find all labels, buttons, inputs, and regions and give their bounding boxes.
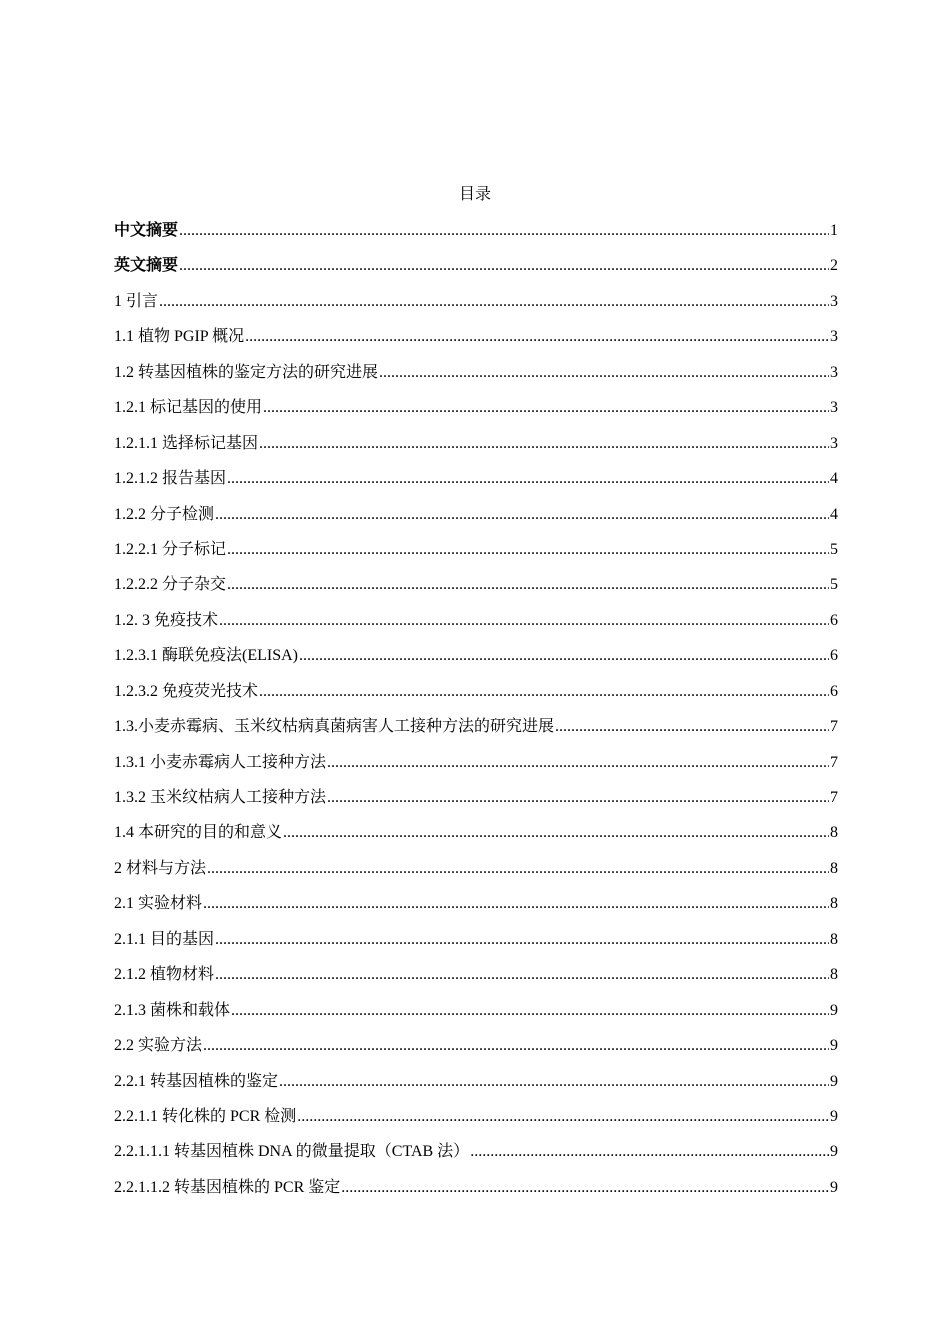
toc-entry-page-number: 7 [830,718,838,736]
toc-entry-page-number: 3 [830,399,838,417]
toc-entry[interactable] [114,680,838,715]
toc-entry-page-number: 8 [830,895,838,913]
toc-dot-leader [179,254,829,278]
toc-entry-label: 1.3.小麦赤霉病、玉米纹枯病真菌病害人工接种方法的研究进展 [114,718,555,736]
toc-entry-page-number: 9 [830,1001,838,1019]
toc-dot-leader [263,396,829,420]
toc-entry-page-number: 4 [830,505,838,523]
toc-entry-label: 2.2.1 转基因植株的鉴定 [114,1072,279,1090]
toc-entry[interactable] [114,432,838,467]
toc-dot-leader [159,290,829,314]
toc-entry-label: 1.2.3.1 酶联免疫法(ELISA) [114,647,298,665]
toc-entry[interactable] [114,857,838,892]
toc-title: 目录 [458,186,491,203]
toc-dot-leader [341,1176,829,1200]
toc-entry-page-number: 8 [830,859,838,877]
toc-entry[interactable] [114,609,838,644]
toc-entry-page-number: 9 [830,1072,838,1090]
toc-entry-label: 2.2.1.1 转化株的 PCR 检测 [114,1107,297,1125]
toc-dot-leader [219,609,829,633]
toc-dot-leader [299,644,829,668]
toc-entry-label: 1.1 植物 PGIP 概况 [114,328,245,346]
toc-entry-label: 1.2.2.2 分子杂交 [114,576,227,594]
toc-entry[interactable] [114,467,838,502]
toc-entry-label: 2.1.3 菌株和载体 [114,1001,231,1019]
toc-entry-page-number: 7 [830,789,838,806]
toc-dot-leader [555,715,829,739]
toc-dot-leader [227,573,829,597]
toc-dot-leader [231,999,829,1023]
toc-dot-leader [259,680,829,704]
toc-entry-label: 1 引言 [114,292,159,310]
toc-entry-page-number: 5 [830,540,838,558]
toc-entry-label: 1.2.1 标记基因的使用 [114,399,263,417]
toc-entry[interactable] [114,1105,838,1140]
toc-entry-label: 2.2.1.1.1 转基因植株 DNA 的微量提取（CTAB 法） [114,1143,470,1161]
toc-entry-label: 1.3.2 玉米纹枯病人工接种方法 [114,789,327,806]
toc-entry-label: 2.1 实验材料 [114,895,203,913]
toc-entry[interactable] [114,219,838,254]
toc-entry[interactable] [114,1140,838,1175]
toc-entry-label: 1.2.1.1 选择标记基因 [114,434,259,452]
toc-entry[interactable] [114,361,838,396]
toc-entry-label: 中文摘要 [114,222,179,239]
toc-entry-page-number: 5 [830,576,838,594]
toc-entry-page-number: 4 [830,470,838,488]
toc-dot-leader [297,1105,829,1129]
toc-entry-page-number: 6 [830,611,838,629]
toc-entry-label: 英文摘要 [114,257,179,275]
toc-entry-page-number: 8 [830,966,838,984]
toc-entry-page-number: 9 [830,1178,838,1196]
toc-dot-leader [245,325,829,349]
toc-entry[interactable] [114,254,838,289]
toc-dot-leader [227,538,829,562]
toc-entry-page-number: 9 [830,1107,838,1125]
toc-dot-leader [207,857,829,881]
toc-entry-page-number: 3 [830,363,838,381]
toc-entry[interactable] [114,715,838,750]
toc-entry-label: 1.2.3.2 免疫荧光技术 [114,682,259,700]
toc-entry-page-number: 9 [830,1037,838,1055]
toc-dot-leader [215,503,829,527]
toc-entry[interactable] [114,644,838,679]
toc-entry[interactable] [114,1034,838,1069]
toc-entry[interactable] [114,892,838,927]
toc-list [114,219,838,1211]
toc-entry-page-number: 1 [830,222,838,239]
toc-entry-label: 2.2 实验方法 [114,1037,203,1055]
toc-entry[interactable] [114,999,838,1034]
toc-entry-label: 1.2.2 分子检测 [114,505,215,523]
toc-entry-page-number: 6 [830,647,838,665]
toc-entry-page-number: 7 [830,753,838,771]
toc-entry-page-number: 3 [830,434,838,452]
toc-entry-page-number: 6 [830,682,838,700]
toc-entry-label: 2.1.1 目的基因 [114,930,215,948]
toc-entry[interactable] [114,290,838,325]
toc-entry[interactable] [114,928,838,963]
toc-entry[interactable] [114,573,838,608]
toc-dot-leader [215,928,829,952]
toc-entry-label: 2.2.1.1.2 转基因植株的 PCR 鉴定 [114,1178,341,1196]
toc-entry[interactable] [114,325,838,360]
toc-dot-leader [227,467,829,491]
toc-entry-label: 1.3.1 小麦赤霉病人工接种方法 [114,753,327,771]
toc-entry-page-number: 9 [830,1143,838,1161]
toc-dot-leader [327,786,829,810]
toc-entry-label: 1.4 本研究的目的和意义 [114,824,283,842]
toc-entry[interactable] [114,821,838,856]
toc-entry[interactable] [114,1070,838,1105]
toc-entry-label: 2.1.2 植物材料 [114,966,215,984]
toc-entry[interactable] [114,751,838,786]
toc-dot-leader [470,1140,829,1164]
toc-entry-label: 1.2. 3 免疫技术 [114,611,219,629]
toc-entry-label: 1.2 转基因植株的鉴定方法的研究进展 [114,363,379,381]
toc-entry[interactable] [114,1176,838,1211]
toc-entry-page-number: 8 [830,824,838,842]
toc-entry[interactable] [114,786,838,821]
toc-entry-page-number: 3 [830,328,838,346]
toc-entry-label: 1.2.1.2 报告基因 [114,470,227,488]
toc-entry-page-number: 3 [830,292,838,310]
toc-entry[interactable] [114,503,838,538]
toc-entry-page-number: 2 [830,257,838,275]
toc-dot-leader [259,432,829,456]
toc-entry-page-number: 8 [830,930,838,948]
toc-dot-leader [283,821,829,845]
toc-entry-label: 1.2.2.1 分子标记 [114,540,227,558]
toc-entry[interactable] [114,963,838,998]
toc-dot-leader [179,219,829,243]
toc-entry[interactable] [114,538,838,573]
toc-entry-label: 2 材料与方法 [114,859,207,877]
toc-dot-leader [203,892,829,916]
toc-dot-leader [379,361,829,385]
toc-dot-leader [279,1070,829,1094]
toc-entry[interactable] [114,396,838,431]
toc-dot-leader [327,751,829,775]
toc-dot-leader [203,1034,829,1058]
toc-dot-leader [215,963,829,987]
